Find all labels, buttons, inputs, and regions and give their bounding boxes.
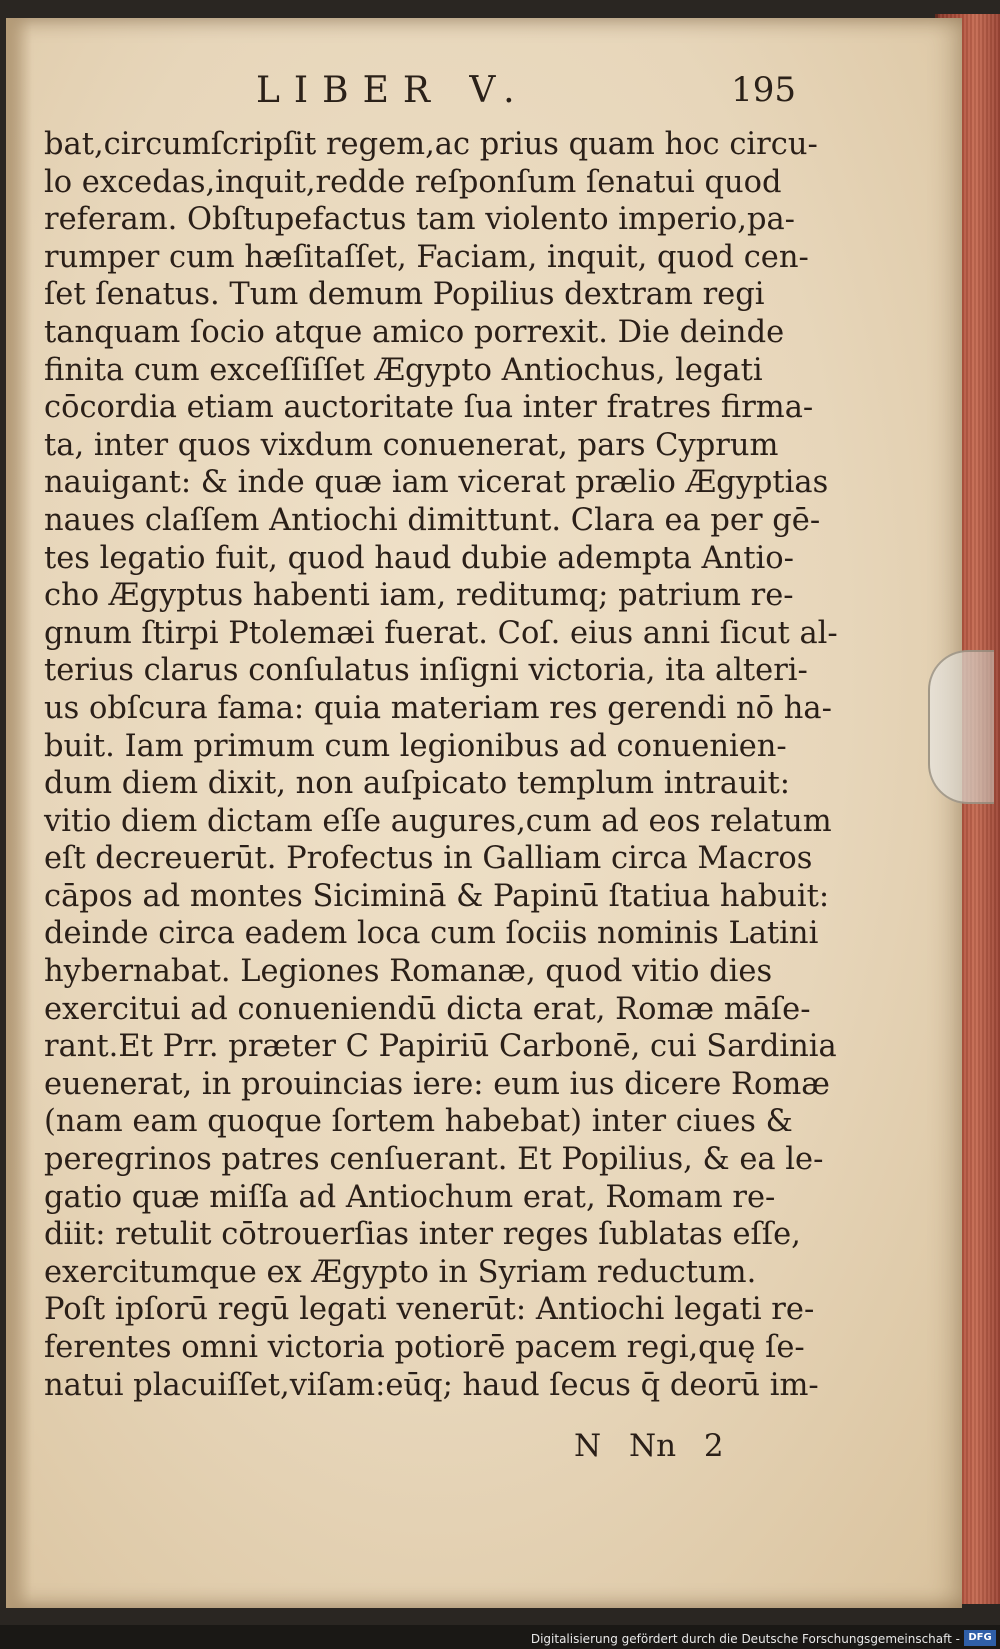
page-clip [928, 650, 994, 804]
text-line: hybernabat. Legiones Romanæ, quod vitio dies [44, 954, 773, 990]
text-line: exercitui ad conueniendū dicta erat, Romæ māſe- [44, 991, 811, 1027]
footer-bar [0, 1625, 1000, 1649]
text-line: Poſt ipſorū regū legati venerūt: Antiochi legati re- [44, 1292, 815, 1328]
text-line: natui placuiſſet,viſam:eūq; haud ſecus q̄ deorū im- [44, 1367, 819, 1403]
text-line: tes legatio fuit, quod haud dubie adempta Antio- [44, 540, 794, 576]
text-line: exercitumque ex Ægypto in Syriam reductum. [44, 1254, 757, 1290]
digitization-note: Digitalisierung gefördert durch die Deutsche Forschungsgemeinschaft - [530, 1632, 960, 1646]
text-line: eſt decreuerūt. Profectus in Galliam circa Macros [44, 841, 813, 877]
page-number: 195 [731, 70, 796, 110]
text-line: (nam eam quoque ſortem habebat) inter ciues & [44, 1104, 793, 1140]
text-line: dum diem dixit, non auſpicato templum intrauit: [44, 766, 791, 802]
text-line: terius clarus conſulatus inſigni victoria, ita alteri- [44, 653, 808, 689]
running-head: LIBER V. [256, 70, 529, 111]
text-line: cāpos ad montes Siciminā & Papinū ſtatiua habuit: [44, 878, 830, 914]
text-line: referam. Obſtupefactus tam violento imperio,pa- [44, 202, 795, 238]
book-page [6, 18, 962, 1608]
text-line: lo excedas,inquit,redde reſponſum ſenatui quod [44, 164, 782, 200]
text-line: us obſcura fama: quia materiam res gerendi nō ha- [44, 690, 832, 726]
text-line: deinde circa eadem loca cum ſociis nominis Latini [44, 916, 819, 952]
text-line: diit: retulit cōtrouerſias inter reges ſublatas eſſe, [44, 1217, 801, 1253]
text-line: rant.Et Prr. præter C Papiriū Carbonē, cui Sardinia [44, 1029, 837, 1065]
text-line: euenerat, in prouincias iere: eum ius dicere Romæ [44, 1066, 830, 1102]
text-line: finita cum exceſſiſſet Ægypto Antiochus, legati [44, 352, 763, 388]
text-line: buit. Iam primum cum legionibus ad conuenien- [44, 728, 787, 764]
text-line: cho Ægyptus habenti iam, reditumq; patrium re- [44, 578, 794, 614]
text-line: tanquam ſocio atque amico porrexit. Die deinde [44, 314, 785, 350]
text-line: ferentes omni victoria potiorē pacem regi,quę ſe- [44, 1330, 805, 1365]
body-text [44, 126, 838, 1404]
text-line: ſet ſenatus. Tum demum Popilius dextram regi [44, 277, 765, 313]
text-line: vitio diem dictam eſſe augures,cum ad eos relatum [44, 803, 832, 839]
text-line: gnum ſtirpi Ptolemæi fuerat. Coſ. eius anni ſicut al- [44, 615, 838, 651]
text-line: gatio quæ miſſa ad Antiochum erat, Romam re- [44, 1179, 776, 1215]
dfg-logo: DFG [964, 1630, 996, 1646]
text-line: peregrinos patres cenſuerant. Et Popilius, & ea le- [44, 1142, 824, 1178]
text-line: ta, inter quos vixdum conuenerat, pars Cyprum [44, 427, 779, 463]
text-line: naues claſſem Antiochi dimittunt. Clara ea per gē- [44, 502, 821, 538]
text-line: bat,circumſcripſit regem,ac prius quam hoc circu- [44, 127, 818, 162]
page-header [236, 70, 796, 118]
page-gutter-shadow [6, 18, 32, 1608]
text-line: nauigant: & inde quæ iam vicerat prælio Ægyptias [44, 465, 829, 501]
text-line: cōcordia etiam auctoritate ſua inter fratres firma- [44, 390, 814, 426]
text-line: rumper cum hæſitaſſet, Faciam, inquit, quod cen- [44, 239, 809, 275]
signature-mark: N Nn 2 [574, 1428, 724, 1464]
